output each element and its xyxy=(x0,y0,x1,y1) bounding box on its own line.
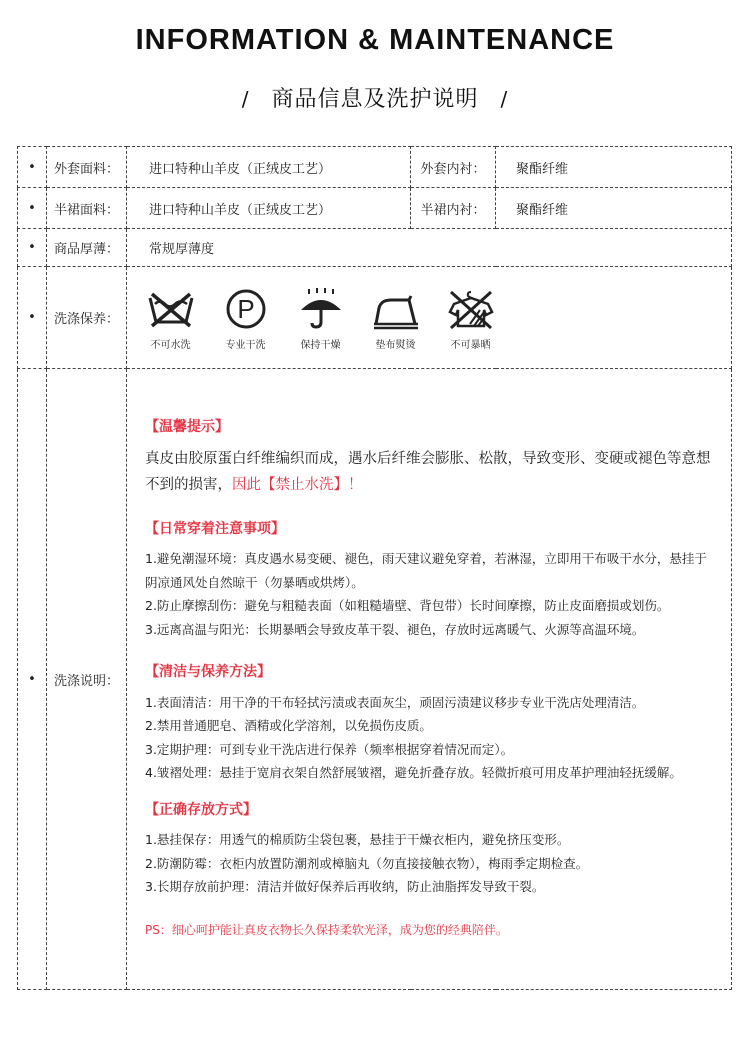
bullet: • xyxy=(18,188,47,229)
no-wash-caption: 不可水洗 xyxy=(150,340,191,351)
subtitle-slash-left: / xyxy=(241,87,250,111)
care-label: 洗涤保养： xyxy=(47,267,127,369)
storage-item: 2.防潮防霉：衣柜内放置防潮剂或樟脑丸（勿直接接触衣物），梅雨季定期检查。 xyxy=(145,855,589,871)
outer-lining-label: 外套内衬： xyxy=(411,147,496,188)
bullet: • xyxy=(18,267,47,369)
clean-item: 1.表面清洁：用干净的干布轻拭污渍或表面灰尘，顽固污渍建议移步专业干洗店处理清洁。 xyxy=(145,694,645,710)
bullet: • xyxy=(18,369,47,990)
no-sun-dry-item xyxy=(433,288,508,351)
tip-body: 真皮由胶原蛋白纤维编织而成，遇水后纤维会膨胀、松散，导致变形、变硬或褪色等意想不到的损害， xyxy=(145,450,711,493)
page-title: INFORMATION & MAINTENANCE xyxy=(135,24,615,56)
keep-dry-item xyxy=(283,288,358,351)
daily-item: 3.远离高温与阳光：长期暴晒会导致皮革干裂、褪色，存放时远离暖气、火源等高温环境。 xyxy=(145,621,645,637)
no-sun-dry-icon xyxy=(446,288,496,330)
no-sun-dry-caption: 不可暴晒 xyxy=(450,340,491,351)
keep-dry-caption: 保持干燥 xyxy=(300,340,341,351)
dry-clean-caption: 专业干洗 xyxy=(225,340,266,351)
clean-item: 4.皱褶处理：悬挂于宽肩衣架自然舒展皱褶，避免折叠存放。轻微折痕可用皮革护理油轻抚缓解。 xyxy=(145,765,682,780)
professional-dry-clean-icon xyxy=(221,288,271,330)
clean-item: 2.禁用普通肥皂、酒精或化学溶剂，以免损伤皮质。 xyxy=(145,718,432,733)
thickness-value: 常规厚薄度 xyxy=(127,229,732,267)
clean-item: 3.定期护理：可到专业干洗店进行保养（频率根据穿着情况而定）。 xyxy=(145,741,514,757)
row-skirt-fabric xyxy=(18,188,732,229)
instructions-cell xyxy=(127,369,732,990)
bullet: • xyxy=(18,147,47,188)
iron-item xyxy=(358,288,433,351)
tip-text xyxy=(145,446,711,498)
skirt-fabric-label: 半裙面料： xyxy=(47,188,127,229)
daily-item: 1.避免潮湿环境：真皮遇水易变硬、褪色，雨天建议避免穿着，若淋湿，立即用干布吸干水分，悬挂于阴凉通风处自然晾干（勿暴晒或烘烤）。 xyxy=(145,551,707,590)
storage-item: 1.悬挂保存：用透气的棉质防尘袋包裹，悬挂于干燥衣柜内，避免挤压变形。 xyxy=(145,832,570,847)
bullet: • xyxy=(18,229,47,267)
storage-heading: 【正确存放方式】 xyxy=(145,801,257,818)
page-subtitle xyxy=(0,82,750,113)
row-care-symbols xyxy=(18,267,732,369)
info-table xyxy=(17,146,732,990)
outer-fabric-value: 进口特种山羊皮（正绒皮工艺） xyxy=(127,147,411,188)
dry-clean-symbol: P xyxy=(236,294,255,324)
skirt-lining-value: 聚酯纤维 xyxy=(496,188,732,229)
skirt-fabric-value: 进口特种山羊皮（正绒皮工艺） xyxy=(127,188,411,229)
row-instructions xyxy=(18,369,732,990)
no-wash-icon xyxy=(146,288,196,330)
iron-with-cloth-icon xyxy=(371,288,421,330)
tip-heading: 【温馨提示】 xyxy=(145,419,229,435)
care-icons-cell xyxy=(127,267,732,369)
daily-item: 2.防止摩擦刮伤：避免与粗糙表面（如粗糙墙壁、背包带）长时间摩擦，防止皮面磨损或划伤。 xyxy=(145,598,670,613)
outer-lining-value: 聚酯纤维 xyxy=(496,147,732,188)
instructions-label: 洗涤说明： xyxy=(47,369,127,990)
dry-clean-item xyxy=(208,288,283,351)
ps-note: PS：细心呵护能让真皮衣物长久保持柔软光泽，成为您的经典陪伴。 xyxy=(145,922,508,937)
thickness-label: 商品厚薄： xyxy=(47,229,127,267)
clean-heading: 【清洁与保养方法】 xyxy=(145,664,271,680)
no-wash-item xyxy=(133,288,208,351)
row-outer-fabric xyxy=(18,147,732,188)
row-thickness xyxy=(18,229,732,267)
outer-fabric-label: 外套面料： xyxy=(47,147,127,188)
daily-heading: 【日常穿着注意事项】 xyxy=(145,520,285,537)
tip-warning: 因此【禁止水洗】！ xyxy=(232,476,363,493)
skirt-lining-label: 半裙内衬： xyxy=(411,188,496,229)
storage-item: 3.长期存放前护理：清洁并做好保养后再收纳，防止油脂挥发导致干裂。 xyxy=(145,879,545,894)
subtitle-text: 商品信息及洗护说明 xyxy=(271,87,479,112)
subtitle-slash-right: / xyxy=(500,87,509,111)
keep-dry-icon xyxy=(296,288,346,330)
iron-caption: 垫布熨烫 xyxy=(375,340,416,351)
